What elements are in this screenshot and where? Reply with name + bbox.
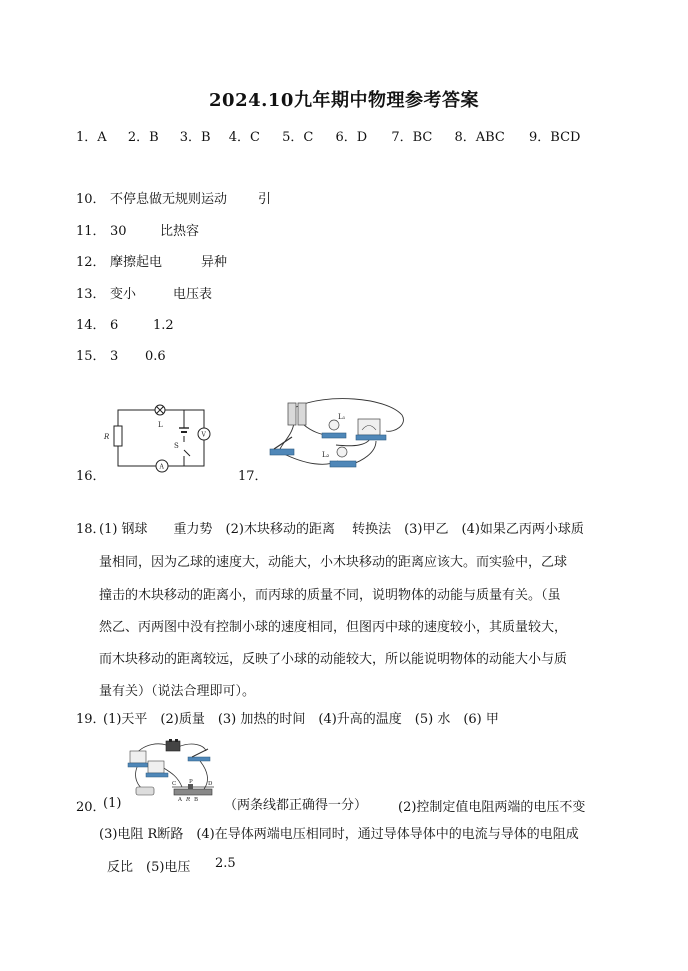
- answer-blank: 1.2: [153, 318, 174, 333]
- q18-line: 撞击的木块移动的距离小，而丙球的质量不同，说明物体的动能与质量有关。（虽: [99, 588, 561, 603]
- question-number: 19．: [76, 712, 106, 727]
- answer-blank: 引: [258, 192, 272, 207]
- label-l2: L₂: [322, 451, 330, 459]
- question-number: 14．: [76, 318, 106, 333]
- question-number: 13．: [76, 287, 106, 302]
- label-r: R: [186, 797, 191, 803]
- answer-blank: 3: [110, 349, 119, 364]
- mc-answer: 5．C: [282, 130, 314, 145]
- mc-answer: 6．D: [335, 130, 368, 145]
- label-p: P: [189, 779, 193, 785]
- answer-blank: 比热容: [160, 224, 200, 239]
- lamp-icon: [330, 447, 356, 467]
- answer-row: [76, 220, 199, 239]
- question-number: 10．: [76, 192, 106, 207]
- answer-row: [76, 251, 227, 270]
- q18-line: (1) 钢球 重力势 (2)木块移动的距离 转换法 (3)甲乙 (4)如果乙丙两小球质: [99, 522, 584, 537]
- mc-answer: 2．B: [127, 130, 159, 145]
- label-b: B: [194, 797, 199, 803]
- circuit-wire: [118, 410, 204, 466]
- question-number: 11．: [76, 224, 106, 239]
- answer-blank: 电压表: [173, 287, 213, 302]
- mc-answer: 7．BC: [391, 130, 433, 145]
- label-v: V: [201, 431, 206, 439]
- answer-blank: 30: [110, 224, 127, 239]
- mc-answers: [76, 126, 597, 145]
- lamp-icon: [322, 420, 346, 438]
- resistor-symbol: [114, 426, 122, 446]
- label-s: S: [174, 442, 179, 450]
- answer-blank: 摩擦起电: [110, 255, 163, 270]
- mc-answer: 8．ABC: [454, 130, 505, 145]
- circuit-photo-17: [266, 395, 408, 483]
- battery-icon: [166, 739, 180, 751]
- resistor-icon: [136, 787, 154, 795]
- q20-part2: (2)控制定值电阻两端的电压不变: [398, 800, 586, 815]
- label-a: A: [159, 463, 164, 471]
- question-number: 12．: [76, 255, 106, 270]
- switch-icon: [188, 749, 210, 761]
- question-number: 20．: [76, 800, 106, 815]
- q20-note: （两条线都正确得一分）: [224, 798, 368, 813]
- voltmeter-icon: [356, 419, 386, 440]
- answer-blank: 6: [110, 318, 119, 333]
- question-number: 18．: [76, 522, 106, 537]
- label-l: L: [158, 421, 163, 429]
- question-number: 15．: [76, 349, 106, 364]
- label-l1: L₁: [338, 413, 346, 421]
- circuit-photo-20: [122, 737, 222, 803]
- answer-blank: 变小: [110, 287, 137, 302]
- answer-blank: 异种: [201, 255, 228, 270]
- q19-answers: (1)天平 (2)质量 (3) 加热的时间 (4)升高的温度 (5) 水 (6) 甲: [103, 712, 499, 727]
- circuit-diagram-16: [100, 398, 220, 478]
- q18-line: 量相同，因为乙球的速度大，动能大，小木块移动的距离应该大。而实验中，乙球: [99, 555, 568, 570]
- q20-line: (3)电阻 R断路 (4)在导体两端电压相同时，通过导体导体中的电流与导体的电阻成: [99, 827, 579, 842]
- question-number: 17．: [238, 469, 268, 484]
- q18-line: 量有关）（说法合理即可）。: [99, 684, 256, 699]
- circuit-wire: [296, 399, 403, 432]
- label-d: D: [208, 781, 213, 787]
- answer-blank: 0.6: [145, 349, 166, 364]
- mc-answer: 9．BCD: [529, 130, 581, 145]
- label-c: C: [172, 781, 177, 787]
- mc-answer: 4．C: [228, 130, 260, 145]
- q20-line: 2.5: [215, 856, 236, 871]
- q18-line: 而木块移动的距离较远，反映了小球的动能较大，所以能说明物体的动能大小与质: [99, 652, 568, 667]
- answer-row: [76, 345, 166, 364]
- label-a: A: [178, 797, 182, 803]
- q18-line: 然乙、丙两图中没有控制小球的速度相同，但图丙中球的速度较小，其质量较大，: [99, 620, 568, 635]
- q20-part1: (1): [103, 796, 122, 811]
- answer-row: [76, 188, 271, 207]
- mc-answer: 3．B: [179, 130, 211, 145]
- answer-row: [76, 283, 212, 302]
- answer-row: [76, 314, 174, 333]
- mc-answer: 1．A: [76, 130, 107, 145]
- question-number: 16．: [76, 469, 106, 484]
- label-r: R: [104, 433, 110, 441]
- ammeter-icon: [128, 751, 150, 767]
- q20-line: 反比 (5)电压: [107, 860, 191, 875]
- page-title: 2024.10九年期中物理参考答案: [209, 90, 479, 111]
- answer-blank: 不停息做无规则运动: [110, 192, 228, 207]
